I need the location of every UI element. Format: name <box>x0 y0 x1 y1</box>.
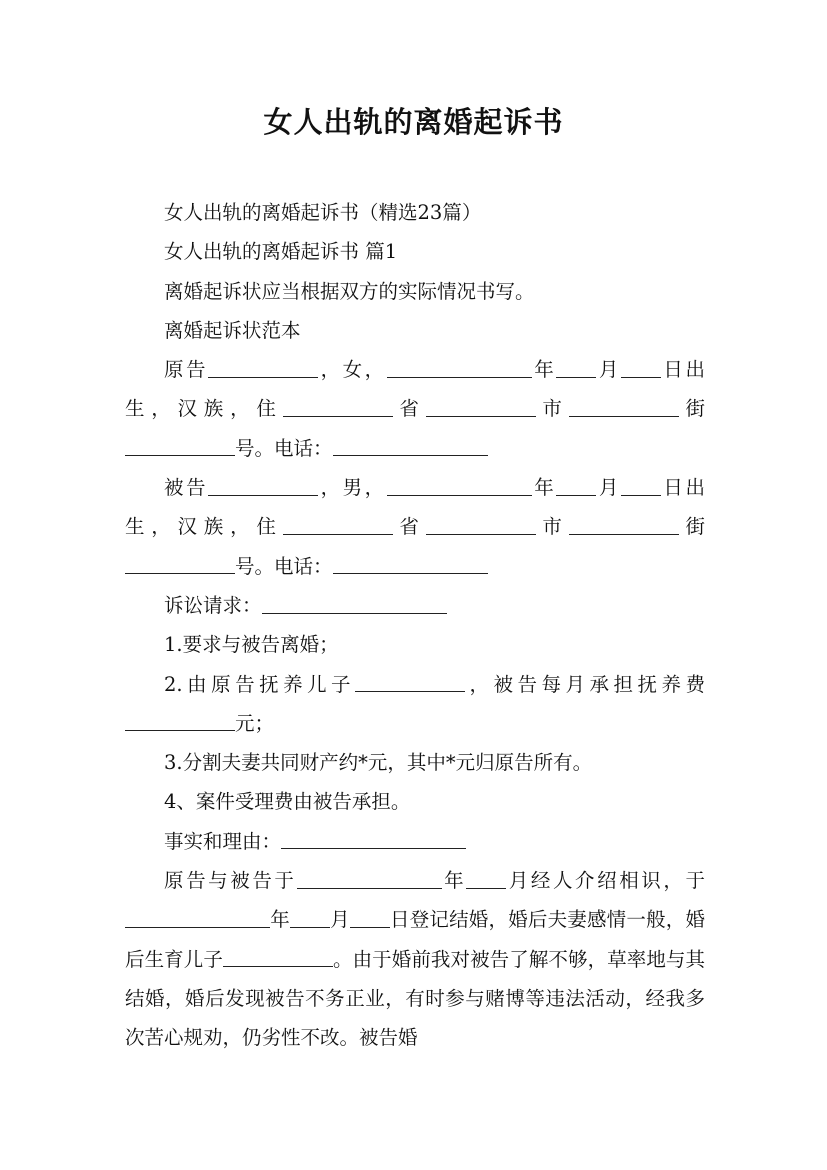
facts-part-c: 月经人介绍相识，于 <box>506 869 705 893</box>
document-body <box>125 193 705 1058</box>
blank-defendant-month <box>556 474 596 495</box>
claim2-part-a: 2.由原告抚养儿子 <box>164 672 356 696</box>
facts-part-f: 日登记结婚，婚后夫妻感情一般，婚后生育儿子 <box>125 908 705 971</box>
plaintiff-month: 月 <box>596 358 621 382</box>
plaintiff-city: 市 <box>535 397 569 421</box>
claim2-part-c: 元； <box>235 711 275 735</box>
paragraph-facts <box>125 861 705 1057</box>
blank-plaintiff-street <box>569 396 679 417</box>
defendant-month: 月 <box>596 476 621 500</box>
facts-label: 事实和理由： <box>164 829 282 853</box>
claim2-part-b: ，被告每月承担抚养费 <box>465 672 705 696</box>
blank-facts-marry-day <box>350 906 390 927</box>
paragraph-template-heading: 离婚起诉状范本 <box>164 318 301 342</box>
paragraph-claim-4: 4、案件受理费由被告承担。 <box>164 790 411 814</box>
blank-defendant-day <box>621 474 661 495</box>
blank-plaintiff-number <box>125 435 235 456</box>
facts-part-e: 月 <box>329 908 350 932</box>
blank-plaintiff-month <box>556 356 596 377</box>
facts-part-a: 原告与被告于 <box>164 869 297 893</box>
defendant-number: 号。电话： <box>235 554 333 578</box>
plaintiff-number: 号。电话： <box>235 436 333 460</box>
blank-plaintiff-year <box>387 356 532 377</box>
blank-defendant-phone <box>333 553 488 574</box>
plaintiff-rest: 日出生，汉族，住 <box>125 358 705 421</box>
plaintiff-street: 街 <box>678 397 705 421</box>
blank-claims <box>262 592 447 613</box>
blank-plaintiff-name <box>208 356 318 377</box>
blank-defendant-number <box>125 553 235 574</box>
paragraph-facts-heading <box>125 822 705 861</box>
defendant-street: 街 <box>678 515 705 539</box>
blank-defendant-name <box>208 474 318 495</box>
defendant-gender: ，男， <box>318 476 387 500</box>
blank-facts-meet-year <box>297 867 442 888</box>
facts-part-g: 。由于婚前我对被告了解不够，草率地与其结婚，婚后发现被告不务正业，有时参与赌博等违法活动，经我多次苦心规劝，仍劣性不改。被告婚 <box>125 947 705 1050</box>
blank-facts-marry-year <box>125 906 270 927</box>
defendant-province: 省 <box>392 515 426 539</box>
blank-facts-child <box>223 946 333 967</box>
paragraph-claims-heading <box>125 586 705 625</box>
blank-defendant-year <box>387 474 532 495</box>
paragraph-subtitle: 女人出轨的离婚起诉书（精选23篇） <box>164 201 482 224</box>
blank-defendant-street <box>569 513 679 534</box>
blank-facts-meet-month <box>466 867 506 888</box>
paragraph-claim-1: 1.要求与被告离婚； <box>164 633 339 657</box>
plaintiff-province: 省 <box>392 397 426 421</box>
plaintiff-label: 原告 <box>164 358 209 382</box>
facts-part-d: 年 <box>270 908 290 932</box>
plaintiff-gender: ，女， <box>318 358 387 382</box>
defendant-rest: 日出生，汉族，住 <box>125 476 705 539</box>
blank-plaintiff-day <box>621 356 661 377</box>
blank-claim2-amount <box>125 710 235 731</box>
blank-defendant-province <box>283 513 393 534</box>
paragraph-plaintiff <box>125 350 705 468</box>
defendant-city: 市 <box>535 515 569 539</box>
paragraph-intro: 离婚起诉状应当根据双方的实际情况书写。 <box>164 279 535 303</box>
document-title: 女人出轨的离婚起诉书 <box>263 105 564 139</box>
blank-claim2-child <box>355 671 465 692</box>
plaintiff-year: 年 <box>531 358 557 382</box>
blank-facts-marry-month <box>290 906 330 927</box>
paragraph-claim-2 <box>125 665 705 744</box>
claims-label: 诉讼请求： <box>164 593 262 617</box>
paragraph-defendant <box>125 468 705 586</box>
paragraph-section-heading: 女人出轨的离婚起诉书 篇1 <box>164 240 398 264</box>
defendant-label: 被告 <box>164 476 209 500</box>
paragraph-claim-3: 3.分割夫妻共同财产约*元，其中*元归原告所有。 <box>164 751 593 775</box>
blank-defendant-city <box>426 513 536 534</box>
blank-plaintiff-phone <box>333 435 488 456</box>
facts-part-b: 年 <box>441 869 467 893</box>
defendant-year: 年 <box>531 476 557 500</box>
blank-plaintiff-city <box>426 396 536 417</box>
blank-facts <box>281 828 466 849</box>
blank-plaintiff-province <box>283 396 393 417</box>
